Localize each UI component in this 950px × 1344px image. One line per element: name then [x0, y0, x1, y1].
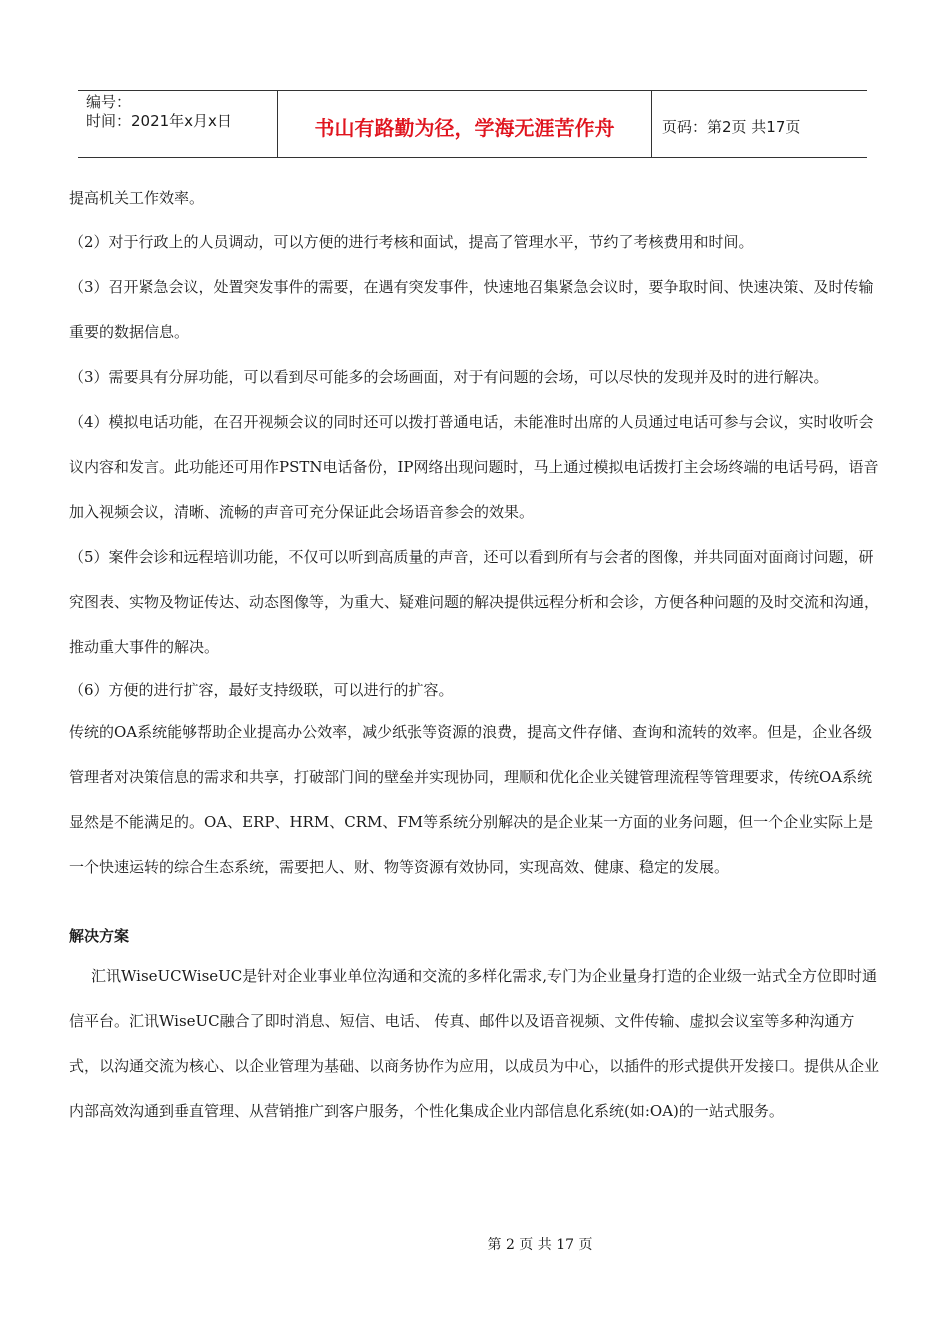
time-label: 时间：2021年x月x日 — [86, 112, 232, 130]
paragraph: （3）需要具有分屏功能，可以看到尽可能多的会场画面，对于有问题的会场，可以尽快的发现并及时的进行解决。 — [69, 368, 829, 386]
paragraph: （3）召开紧急会议，处置突发事件的需要，在遇有突发事件，快速地召集紧急会议时，要争取时间、快速决策、及时传输重要的数据信息。 — [69, 278, 874, 341]
header-page-info: 页码：第2页 共17页 — [662, 117, 801, 136]
document-header — [78, 90, 867, 158]
paragraph: （4）模拟电话功能，在召开视频会议的同时还可以拨打普通电话，未能准时出席的人员通过电话可参与会议，实时收听会议内容和发言。此功能还可用作PSTN电话备份，IP网络出现问题时，马上通过模拟电话拨打主会场终端的电话号码，语音加入视频会议，清晰、流畅的声音可充分保证此会场语音参会的效果。 — [69, 413, 879, 521]
paragraph: （5）案件会诊和远程培训功能，不仅可以听到高质量的声音，还可以看到所有与会者的图像，并共同面对面商讨问题，研究图表、实物及物证传达、动态图像等，为重大、疑难问题的解决提供远程分析和会诊，方便各种问题的及时交流和沟通，推动重大事件的解决。 — [69, 548, 880, 656]
page-footer: 第 2 页 共 17 页 — [487, 1237, 593, 1253]
paragraph: （2）对于行政上的人员调动，可以方便的进行考核和面试，提高了管理水平，节约了考核费用和时间。 — [69, 233, 754, 251]
paragraph: 提高机关工作效率。 — [69, 189, 205, 207]
header-meta-cell — [78, 91, 278, 157]
header-motto: 书山有路勤为径，学海无涯苦作舟 — [278, 91, 652, 157]
paragraph: 传统的OA系统能够帮助企业提高办公效率，减少纸张等资源的浪费，提高文件存储、查询和流转的效率。但是，企业各级管理者对决策信息的需求和共享，打破部门间的壁垒并实现协同，理顺和优化企业关键管理流程等管理要求，传统OA系统显然是不能满足的。OA、ERP、HRM、CRM、FM等系统分别解决的是企业某一方面的业务问题，但一个企业实际上是一个快速运转的综合生态系统，需要把人、财、物等资源有效协同，实现高效、健康、稳定的发展。 — [69, 723, 874, 876]
serial-label: 编号： — [86, 93, 132, 111]
solution-paragraph: 汇讯WiseUCWiseUC是针对企业事业单位沟通和交流的多样化需求,专门为企业量身打造的企业级一站式全方位即时通信平台。汇讯WiseUC融合了即时消息、短信、电话、 传真、邮件以及语音视频、文件传输、虚拟会议室等多种沟通方式，以沟通交流为核心、以企业管理为基础、以商务协作为应用，以成员为中心，以插件的形式提供开发接口。提供从企业内部高效沟通到垂直管理、从营销推广到客户服务，个性化集成企业内部信息化系统(如:OA)的一站式服务。 — [69, 967, 880, 1120]
document-body — [69, 176, 884, 1134]
section-title: 解决方案 — [69, 927, 130, 945]
paragraph: （6）方便的进行扩容，最好支持级联，可以进行的扩容。 — [69, 681, 454, 699]
